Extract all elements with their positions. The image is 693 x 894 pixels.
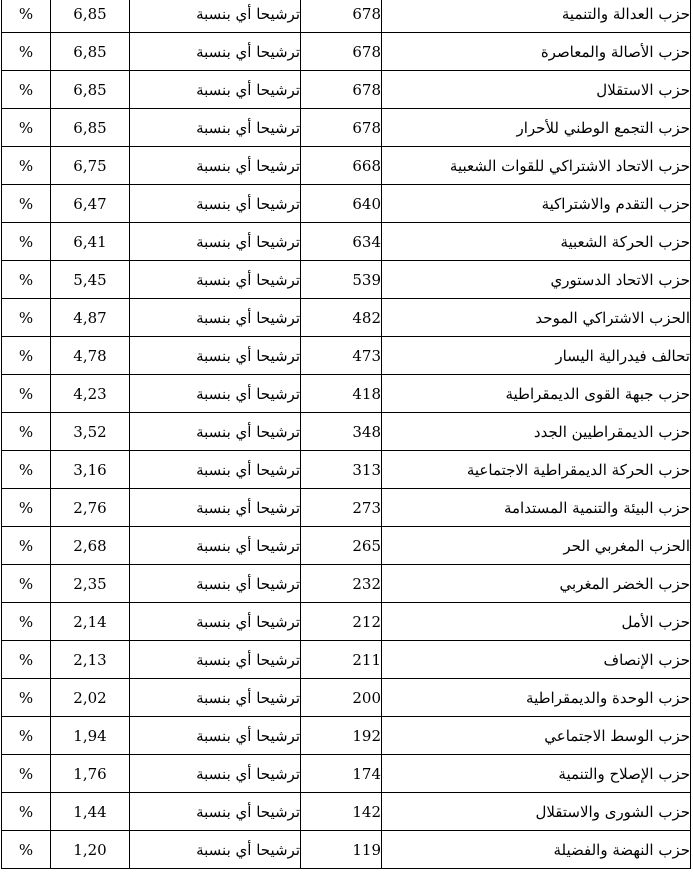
percentage-value-cell: 4,23 [51, 375, 130, 413]
percentage-value-cell: 1,44 [51, 793, 130, 831]
candidacy-text-cell: ترشيحا أي بنسبة [130, 641, 301, 679]
table-row [2, 831, 691, 869]
percentage-value-cell: 1,76 [51, 755, 130, 793]
percent-sign-cell: % [2, 375, 51, 413]
percent-sign-cell: % [2, 109, 51, 147]
percent-sign-cell: % [2, 527, 51, 565]
table-row [2, 565, 691, 603]
candidacy-text-cell: ترشيحا أي بنسبة [130, 451, 301, 489]
party-name-cell: حزب جبهة القوى الديمقراطية [382, 375, 691, 413]
percentage-value-cell: 6,75 [51, 147, 130, 185]
table-row [2, 717, 691, 755]
percentage-value-cell: 2,35 [51, 565, 130, 603]
party-name-cell: حزب النهضة والفضيلة [382, 831, 691, 869]
table-row [2, 337, 691, 375]
candidacy-text-cell: ترشيحا أي بنسبة [130, 71, 301, 109]
percent-sign-cell: % [2, 261, 51, 299]
percentage-value-cell: 6,47 [51, 185, 130, 223]
candidacy-count-cell: 678 [301, 71, 382, 109]
candidacy-count-cell: 313 [301, 451, 382, 489]
candidacy-text-cell: ترشيحا أي بنسبة [130, 147, 301, 185]
candidacy-count-cell: 192 [301, 717, 382, 755]
percent-sign-cell: % [2, 337, 51, 375]
percent-sign-cell: % [2, 71, 51, 109]
percent-sign-cell: % [2, 793, 51, 831]
candidacy-count-cell: 482 [301, 299, 382, 337]
party-name-cell: حزب الأصالة والمعاصرة [382, 33, 691, 71]
party-name-cell: حزب الاتحاد الدستوري [382, 261, 691, 299]
party-name-cell: الحزب المغربي الحر [382, 527, 691, 565]
table-row [2, 413, 691, 451]
percentage-value-cell: 2,02 [51, 679, 130, 717]
candidacy-count-cell: 678 [301, 0, 382, 33]
percent-sign-cell: % [2, 831, 51, 869]
party-name-cell: حزب الديمقراطيين الجدد [382, 413, 691, 451]
percent-sign-cell: % [2, 0, 51, 33]
table-row [2, 679, 691, 717]
party-name-cell: حزب الوسط الاجتماعي [382, 717, 691, 755]
party-name-cell: حزب الحركة الشعبية [382, 223, 691, 261]
candidacy-text-cell: ترشيحا أي بنسبة [130, 413, 301, 451]
table-row [2, 71, 691, 109]
party-name-cell: حزب الشورى والاستقلال [382, 793, 691, 831]
percentage-value-cell: 6,85 [51, 109, 130, 147]
percentage-value-cell: 4,78 [51, 337, 130, 375]
percentage-value-cell: 2,13 [51, 641, 130, 679]
party-name-cell: حزب الخضر المغربي [382, 565, 691, 603]
candidacy-count-cell: 348 [301, 413, 382, 451]
percent-sign-cell: % [2, 413, 51, 451]
candidacy-text-cell: ترشيحا أي بنسبة [130, 603, 301, 641]
table-row [2, 489, 691, 527]
party-name-cell: حزب الاتحاد الاشتراكي للقوات الشعبية [382, 147, 691, 185]
percentage-value-cell: 1,94 [51, 717, 130, 755]
percent-sign-cell: % [2, 451, 51, 489]
candidacy-count-cell: 211 [301, 641, 382, 679]
candidacy-table [1, 0, 691, 869]
candidacy-count-cell: 273 [301, 489, 382, 527]
percent-sign-cell: % [2, 185, 51, 223]
table-row [2, 375, 691, 413]
percent-sign-cell: % [2, 33, 51, 71]
candidacy-text-cell: ترشيحا أي بنسبة [130, 299, 301, 337]
percentage-value-cell: 2,68 [51, 527, 130, 565]
percent-sign-cell: % [2, 147, 51, 185]
candidacy-count-cell: 668 [301, 147, 382, 185]
percentage-value-cell: 6,85 [51, 71, 130, 109]
percentage-value-cell: 6,85 [51, 33, 130, 71]
candidacy-text-cell: ترشيحا أي بنسبة [130, 489, 301, 527]
candidacy-text-cell: ترشيحا أي بنسبة [130, 261, 301, 299]
percentage-value-cell: 3,16 [51, 451, 130, 489]
candidacy-count-cell: 212 [301, 603, 382, 641]
percent-sign-cell: % [2, 755, 51, 793]
percent-sign-cell: % [2, 603, 51, 641]
party-name-cell: حزب التقدم والاشتراكية [382, 185, 691, 223]
party-name-cell: تحالف فيدرالية اليسار [382, 337, 691, 375]
percent-sign-cell: % [2, 489, 51, 527]
percentage-value-cell: 2,14 [51, 603, 130, 641]
percentage-value-cell: 2,76 [51, 489, 130, 527]
table-row [2, 147, 691, 185]
percentage-value-cell: 4,87 [51, 299, 130, 337]
candidacy-text-cell: ترشيحا أي بنسبة [130, 375, 301, 413]
percentage-value-cell: 6,41 [51, 223, 130, 261]
candidacy-count-cell: 418 [301, 375, 382, 413]
candidacy-count-cell: 142 [301, 793, 382, 831]
candidacy-text-cell: ترشيحا أي بنسبة [130, 831, 301, 869]
table-row [2, 641, 691, 679]
candidacy-count-cell: 119 [301, 831, 382, 869]
table-row [2, 223, 691, 261]
candidacy-text-cell: ترشيحا أي بنسبة [130, 223, 301, 261]
candidacy-text-cell: ترشيحا أي بنسبة [130, 679, 301, 717]
table-row [2, 0, 691, 33]
table-row [2, 185, 691, 223]
party-name-cell: حزب التجمع الوطني للأحرار [382, 109, 691, 147]
candidacy-count-cell: 174 [301, 755, 382, 793]
candidacy-count-cell: 473 [301, 337, 382, 375]
party-name-cell: حزب الاستقلال [382, 71, 691, 109]
percentage-value-cell: 5,45 [51, 261, 130, 299]
candidacy-count-cell: 539 [301, 261, 382, 299]
table-row [2, 451, 691, 489]
percent-sign-cell: % [2, 641, 51, 679]
table-row [2, 109, 691, 147]
percentage-value-cell: 3,52 [51, 413, 130, 451]
percentage-value-cell: 6,85 [51, 0, 130, 33]
percent-sign-cell: % [2, 717, 51, 755]
party-name-cell: حزب الحركة الديمقراطية الاجتماعية [382, 451, 691, 489]
candidacy-text-cell: ترشيحا أي بنسبة [130, 565, 301, 603]
percentage-value-cell: 1,20 [51, 831, 130, 869]
candidacy-text-cell: ترشيحا أي بنسبة [130, 0, 301, 33]
percent-sign-cell: % [2, 299, 51, 337]
party-name-cell: حزب الإنصاف [382, 641, 691, 679]
candidacy-text-cell: ترشيحا أي بنسبة [130, 793, 301, 831]
candidacy-text-cell: ترشيحا أي بنسبة [130, 755, 301, 793]
table-body [2, 0, 691, 869]
percent-sign-cell: % [2, 565, 51, 603]
candidacy-count-cell: 265 [301, 527, 382, 565]
candidacy-count-cell: 200 [301, 679, 382, 717]
candidacy-text-cell: ترشيحا أي بنسبة [130, 527, 301, 565]
candidacy-text-cell: ترشيحا أي بنسبة [130, 109, 301, 147]
table-row [2, 793, 691, 831]
party-name-cell: حزب البيئة والتنمية المستدامة [382, 489, 691, 527]
candidacy-text-cell: ترشيحا أي بنسبة [130, 717, 301, 755]
table-row [2, 755, 691, 793]
table-row [2, 603, 691, 641]
candidacy-count-cell: 634 [301, 223, 382, 261]
party-name-cell: حزب الأمل [382, 603, 691, 641]
party-name-cell: حزب الوحدة والديمقراطية [382, 679, 691, 717]
table-row [2, 299, 691, 337]
party-name-cell: حزب العدالة والتنمية [382, 0, 691, 33]
percent-sign-cell: % [2, 223, 51, 261]
party-name-cell: حزب الإصلاح والتنمية [382, 755, 691, 793]
candidacy-text-cell: ترشيحا أي بنسبة [130, 337, 301, 375]
table-row [2, 527, 691, 565]
candidacy-count-cell: 640 [301, 185, 382, 223]
table-row [2, 33, 691, 71]
table-row [2, 261, 691, 299]
candidacy-count-cell: 678 [301, 33, 382, 71]
candidacy-text-cell: ترشيحا أي بنسبة [130, 33, 301, 71]
candidacy-count-cell: 232 [301, 565, 382, 603]
candidacy-text-cell: ترشيحا أي بنسبة [130, 185, 301, 223]
candidacy-count-cell: 678 [301, 109, 382, 147]
percent-sign-cell: % [2, 679, 51, 717]
party-name-cell: الحزب الاشتراكي الموحد [382, 299, 691, 337]
